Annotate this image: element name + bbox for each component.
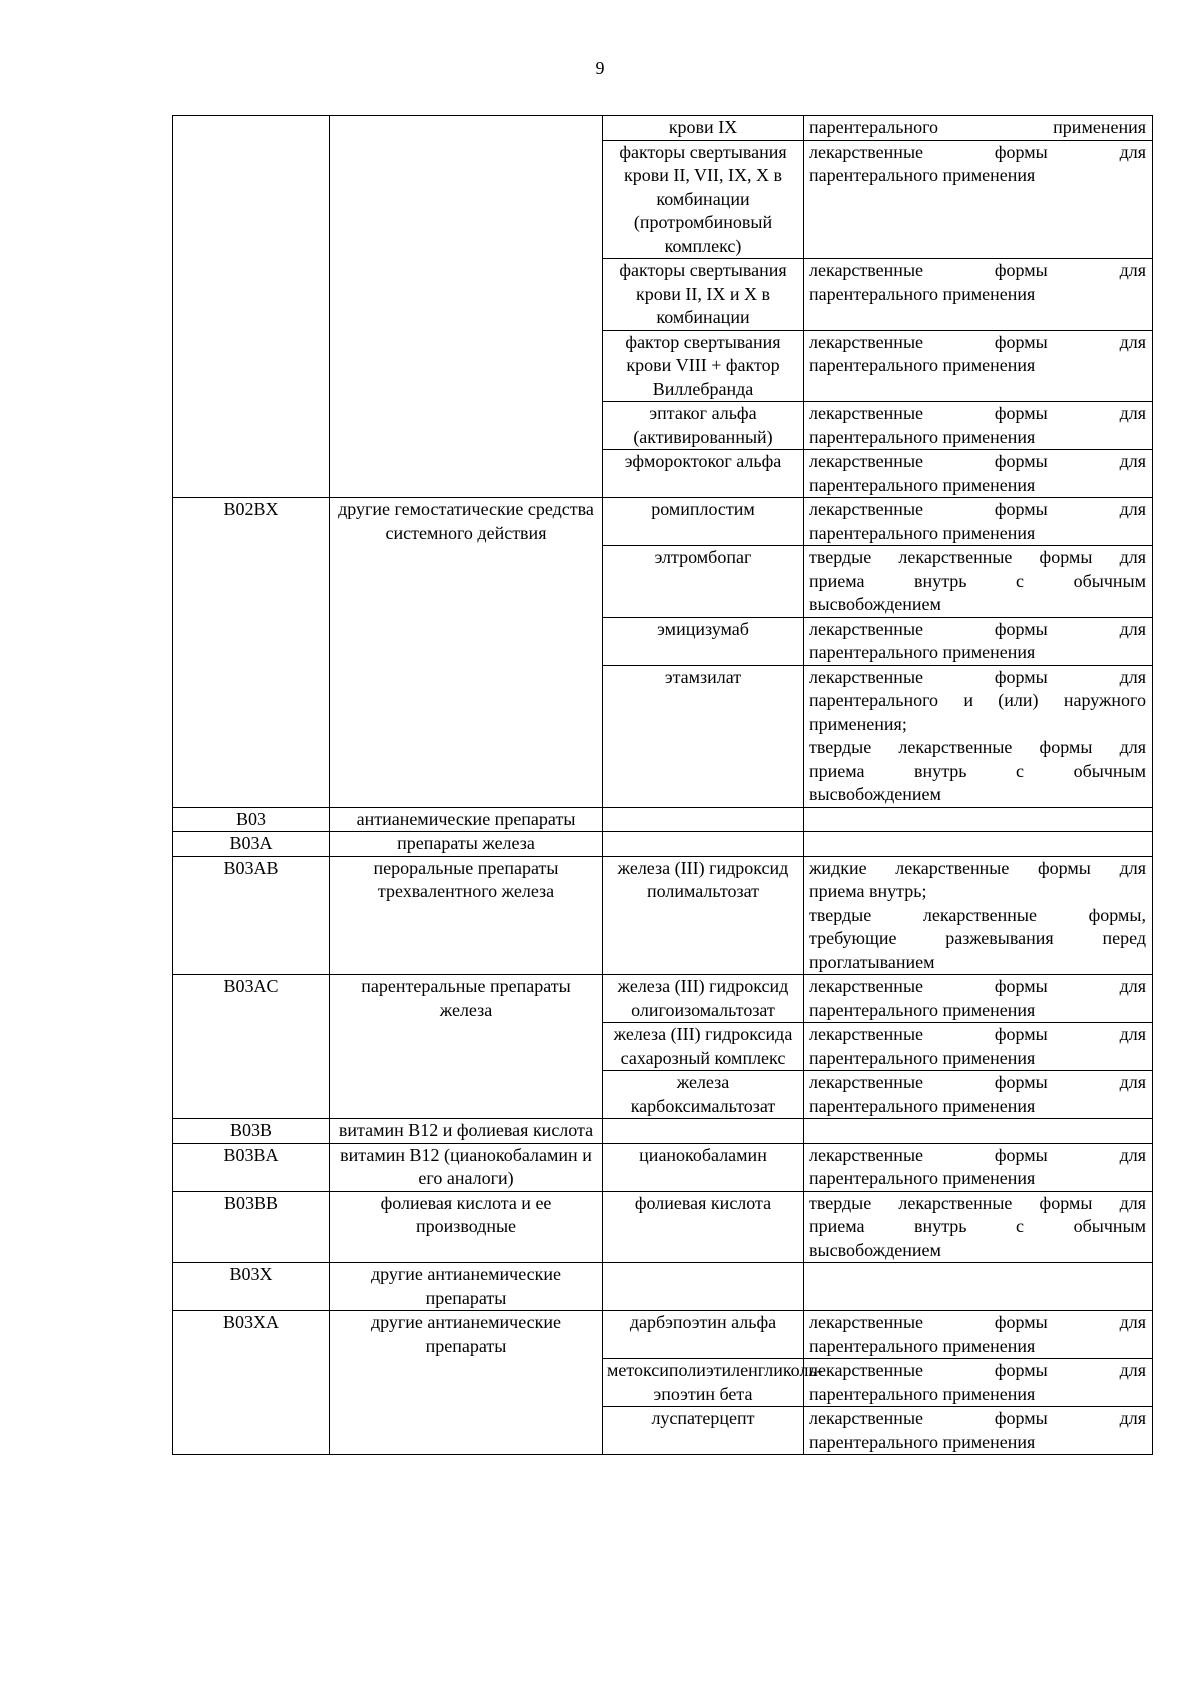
dosage-form-line: приема внутрь с обычным [809,1216,1146,1236]
dosage-form-cell [804,1263,1153,1311]
anatomical-therapeutic-group-cell: витамин B12 (цианокобаламин и его аналоги) [330,1143,603,1191]
atc-code-cell: B03BB [173,1191,330,1263]
dosage-form-cell [804,1311,1153,1359]
dosage-form-cell [804,807,1153,832]
dosage-form-line: парентерального применения [809,1095,1036,1116]
dosage-form-line: лекарственные формы для [809,499,1146,519]
dosage-form-line: парентерального применения [809,1335,1036,1356]
atc-code-cell: B03AC [173,975,330,1119]
dosage-form-cell [804,1071,1153,1119]
dosage-form-line: лекарственные формы для [809,1312,1146,1332]
table-row [173,1263,1153,1311]
drug-name-cell: эфмороктоког альфа [603,450,804,498]
dosage-form-line: парентерального применения [809,642,1036,662]
atc-code-cell: B03B [173,1119,330,1144]
dosage-form-line: парентерального применения [809,283,1036,304]
dosage-form-line: парентерального применения [809,1047,1036,1068]
dosage-form-cell [804,116,1153,141]
dosage-form-cell [804,140,1153,259]
dosage-form-line: лекарственные формы для [809,331,1146,352]
anatomical-therapeutic-group-cell: другие антианемические препараты [330,1263,603,1311]
table-row [173,1143,1153,1191]
drug-table [172,115,1153,1455]
dosage-form-line: твердые лекарственные формы для [809,547,1146,567]
dosage-form-line: парентерального применения [809,426,1036,447]
dosage-form-cell [804,1119,1153,1144]
anatomical-therapeutic-group-cell: препараты железа [330,832,603,857]
dosage-form-line: лекарственные формы для [809,618,1146,639]
dosage-form-cell [804,1143,1153,1191]
dosage-form-line: твердые лекарственные формы для [809,1192,1146,1213]
table-row [173,807,1153,832]
dosage-form-line: парентерального применения [809,117,1146,137]
table-row [173,116,1153,141]
dosage-form-line: применения; [809,713,907,734]
table-row [173,1311,1153,1359]
dosage-form-line: лекарственные формы для [809,1408,1146,1428]
dosage-form-cell [804,665,1153,807]
dosage-form-line: лекарственные формы для [809,1144,1146,1165]
dosage-form-line: парентерального применения [809,165,1036,185]
drug-name-cell: железа (III) гидроксид олигоизомальтозат [603,975,804,1023]
dosage-form-line: лекарственные формы для [809,976,1146,996]
dosage-form-cell [804,330,1153,402]
table-row [173,498,1153,546]
atc-code-cell: B02BX [173,498,330,808]
dosage-form-line: лекарственные формы для [809,451,1146,471]
anatomical-therapeutic-group-cell: другие антианемические препараты [330,1311,603,1455]
dosage-form-cell [804,450,1153,498]
dosage-form-line: твердые лекарственные формы для [809,737,1146,757]
drug-name-cell [603,832,804,857]
atc-code-cell: B03XA [173,1311,330,1455]
anatomical-therapeutic-group-cell: парентеральные препараты железа [330,975,603,1119]
dosage-form-cell [804,975,1153,1023]
table-row [173,856,1153,975]
atc-code-cell: B03A [173,832,330,857]
dosage-form-line: парентерального применения [809,522,1036,543]
dosage-form-line: парентерального применения [809,355,1036,375]
dosage-form-line: парентерального применения [809,1168,1036,1188]
drug-name-cell: цианокобаламин [603,1143,804,1191]
dosage-form-line: лекарственные формы для [809,1072,1146,1092]
atc-code-cell: B03AB [173,856,330,975]
dosage-form-line: парентерального и (или) наружного [809,690,1146,710]
table-row [173,832,1153,857]
atc-code-cell: B03 [173,807,330,832]
drug-name-cell: факторы свертывания крови II, VII, IX, X в комбинации (протромбиновый комплекс) [603,140,804,259]
atc-code-cell: B03BA [173,1143,330,1191]
anatomical-therapeutic-group-cell: другие гемостатические средства системного действия [330,498,603,808]
dosage-form-cell [804,1359,1153,1407]
drug-name-cell: метоксиполиэтиленгликоль-эпоэтин бета [603,1359,804,1407]
drug-name-cell: ромиплостим [603,498,804,546]
drug-name-cell: эптаког альфа (активированный) [603,402,804,450]
dosage-form-line: парентерального применения [809,1431,1036,1452]
dosage-form-cell [804,1023,1153,1071]
dosage-form-cell [804,402,1153,450]
atc-code-cell: B03X [173,1263,330,1311]
drug-name-cell: железа карбоксимальтозат [603,1071,804,1119]
dosage-form-line: лекарственные формы для [809,1024,1146,1044]
anatomical-therapeutic-group-cell: фолиевая кислота и ее производные [330,1191,603,1263]
dosage-form-line: лекарственные формы для [809,141,1146,162]
drug-name-cell: этамзилат [603,665,804,807]
drug-name-cell: луспатерцепт [603,1407,804,1455]
drug-name-cell: дарбэпоэтин альфа [603,1311,804,1359]
drug-name-cell: железа (III) гидроксида сахарозный комплекс [603,1023,804,1071]
table-row [173,1191,1153,1263]
dosage-form-cell [804,498,1153,546]
dosage-form-line: требующие разжевывания перед [809,928,1146,948]
dosage-form-cell [804,1191,1153,1263]
dosage-form-line: парентерального применения [809,1383,1036,1404]
table-row [173,975,1153,1023]
drug-name-cell: фактор свертывания крови VIII + фактор Виллебранда [603,330,804,402]
anatomical-therapeutic-group-cell: антианемические препараты [330,807,603,832]
dosage-form-line: приема внутрь с обычным [809,760,1146,781]
dosage-form-cell [804,617,1153,665]
dosage-form-line: лекарственные формы для [809,1360,1146,1380]
drug-name-cell: факторы свертывания крови II, IX и X в комбинации [603,259,804,331]
table-body [173,116,1153,1455]
dosage-form-line: проглатыванием [809,951,935,972]
drug-name-cell: фолиевая кислота [603,1191,804,1263]
dosage-form-line: высвобождением [809,784,941,804]
dosage-form-line: твердые лекарственные формы, [809,904,1146,925]
dosage-form-line: жидкие лекарственные формы для [809,857,1146,878]
dosage-form-cell [804,259,1153,331]
dosage-form-line: приема внутрь с обычным [809,570,1146,591]
atc-code-cell [173,116,330,498]
anatomical-therapeutic-group-cell: пероральные препараты трехвалентного железа [330,856,603,975]
dosage-form-line: лекарственные формы для [809,403,1146,423]
dosage-form-cell [804,832,1153,857]
dosage-form-line: приема внутрь; [809,881,927,901]
page-number: 9 [595,58,605,78]
dosage-form-line: лекарственные формы для [809,666,1146,687]
dosage-form-line: высвобождением [809,1239,941,1260]
drug-name-cell [603,1263,804,1311]
dosage-form-cell [804,1407,1153,1455]
drug-name-cell: эмицизумаб [603,617,804,665]
dosage-form-line: высвобождением [809,594,941,614]
anatomical-therapeutic-group-cell: витамин B12 и фолиевая кислота [330,1119,603,1144]
dosage-form-cell [804,546,1153,618]
drug-name-cell [603,1119,804,1144]
table-row [173,1119,1153,1144]
drug-name-cell [603,807,804,832]
drug-name-cell: элтромбопаг [603,546,804,618]
dosage-form-line: парентерального применения [809,999,1036,1020]
dosage-form-cell [804,856,1153,975]
drug-name-cell: железа (III) гидроксид полимальтозат [603,856,804,975]
anatomical-therapeutic-group-cell [330,116,603,498]
dosage-form-line: парентерального применения [809,474,1036,495]
dosage-form-line: лекарственные формы для [809,260,1146,280]
drug-name-cell: крови IX [603,116,804,141]
